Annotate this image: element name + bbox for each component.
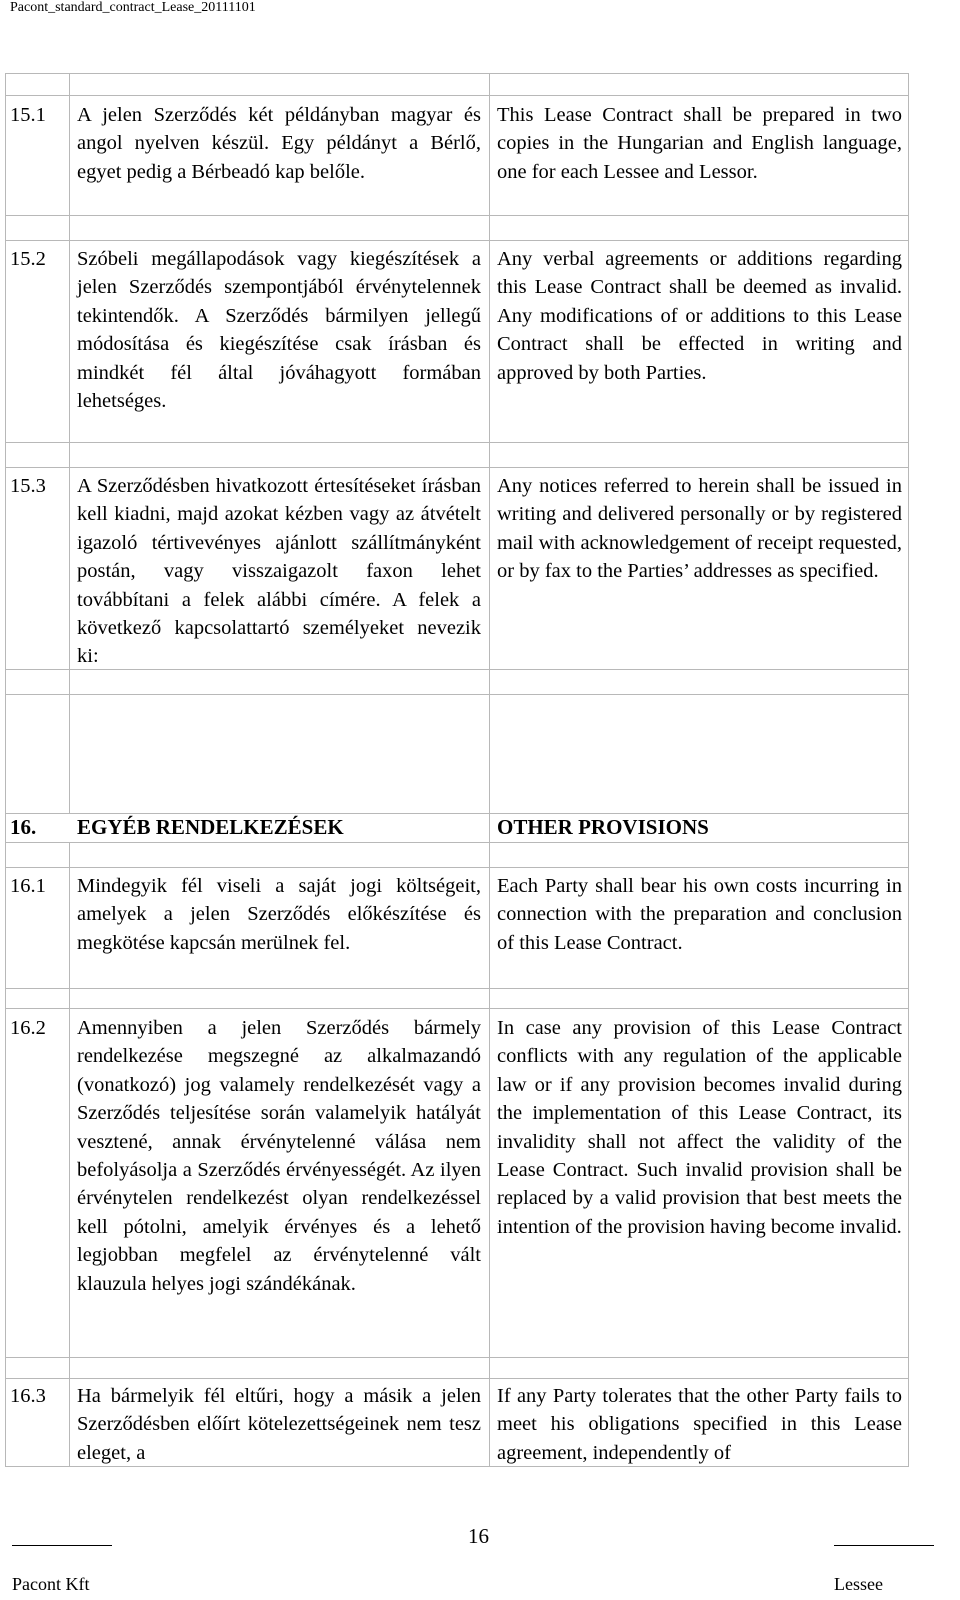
- signature-line-left: [12, 1545, 112, 1546]
- clause-number: 15.2: [10, 248, 46, 270]
- clause-text-hungarian: Amennyiben a jelen Szerződés bármely rendelkezése megszegné az alkalmazandó (vonatkozó) jog valamely rendelkezését vagy a Szerződés teljesítése során valamelyik hatályát vesztené, annak érvénytelenné válása nem befolyásolja a Szerződés érvényességét. Az ilyen érvénytelen rendelkezést olyan rendelkezéssel kell pótolni, amelyik érvényes és a lehető legjobban megfelel az érvénytelenné vált klauzula helyes jogi szándékának.: [77, 1017, 481, 1295]
- section-title-english: OTHER PROVISIONS: [497, 815, 709, 839]
- document-title: Pacont_standard_contract_Lease_20111101: [10, 0, 256, 15]
- signature-line-right: [834, 1545, 934, 1546]
- clause-text-english: This Lease Contract shall be prepared in two copies in the Hungarian and English language, one for each Lessee and Lessor.: [497, 104, 902, 183]
- clause-text-english: If any Party tolerates that the other Party fails to meet his obligations specified in this Lease agreement, independently of: [497, 1385, 902, 1464]
- clause-text-hungarian: A Szerződésben hivatkozott értesítéseket írásban kell kiadni, majd azokat kézben vagy az átvételt igazoló tértivevényes ajánlott szállítmányként postán, vagy visszaigazolt faxon lehet továbbítani a felek alábbi címére. A felek a következő kapcsolattartó személyeket nevezik ki:: [77, 475, 481, 668]
- footer-company: Pacont Kft: [12, 1574, 90, 1594]
- page-number: 16: [468, 1524, 489, 1548]
- clause-text-english: Each Party shall bear his own costs incurring in connection with the preparation and conclusion of this Lease Contract.: [497, 875, 902, 954]
- clause-text-hungarian: Szóbeli megállapodások vagy kiegészítések a jelen Szerződés szempontjából érvénytelennek tekintendők. A Szerződés bármilyen jellegű módosítása és kiegészítése csak írásban és mindkét fél által jóváhagyott formában lehetséges.: [77, 248, 481, 413]
- clause-number: 16.3: [10, 1385, 46, 1407]
- clause-text-english: Any verbal agreements or additions regarding this Lease Contract shall be deemed as invalid. Any modifications of or additions to this Lease Contract shall be effected in writing and approved by both Parties.: [497, 248, 902, 384]
- clause-number: 16.1: [10, 875, 46, 897]
- section-number: 16.: [10, 815, 37, 839]
- footer-lessee: Lessee: [834, 1574, 883, 1594]
- clause-number: 15.3: [10, 475, 46, 497]
- clause-number: 15.1: [10, 104, 46, 126]
- clause-text-english: In case any provision of this Lease Contract conflicts with any regulation of the applicable law or if any provision becomes invalid during the implementation of this Lease Contract, its invalidity shall not affect the validity of the Lease Contract. Such invalid provision shall be replaced by a valid provision that best meets the intention of the provision having become invalid.: [497, 1017, 902, 1238]
- clause-text-hungarian: Mindegyik fél viseli a saját jogi költségeit, amelyek a jelen Szerződés előkészítése és megkötése kapcsán merülnek fel.: [77, 875, 481, 954]
- clause-number: 16.2: [10, 1017, 46, 1039]
- clause-text-english: Any notices referred to herein shall be issued in writing and delivered personally or by registered mail with acknowledgement of receipt requested, or by fax to the Parties’ addresses as specified.: [497, 475, 902, 583]
- clause-text-hungarian: A jelen Szerződés két példányban magyar és angol nyelven készül. Egy példányt a Bérlő, egyet pedig a Bérbeadó kap belőle.: [77, 104, 481, 183]
- clause-text-hungarian: Ha bármelyik fél eltűri, hogy a másik a jelen Szerződésben előírt kötelezettségeinek nem tesz eleget, a: [77, 1385, 481, 1464]
- section-title-hungarian: EGYÉB RENDELKEZÉSEK: [77, 815, 344, 839]
